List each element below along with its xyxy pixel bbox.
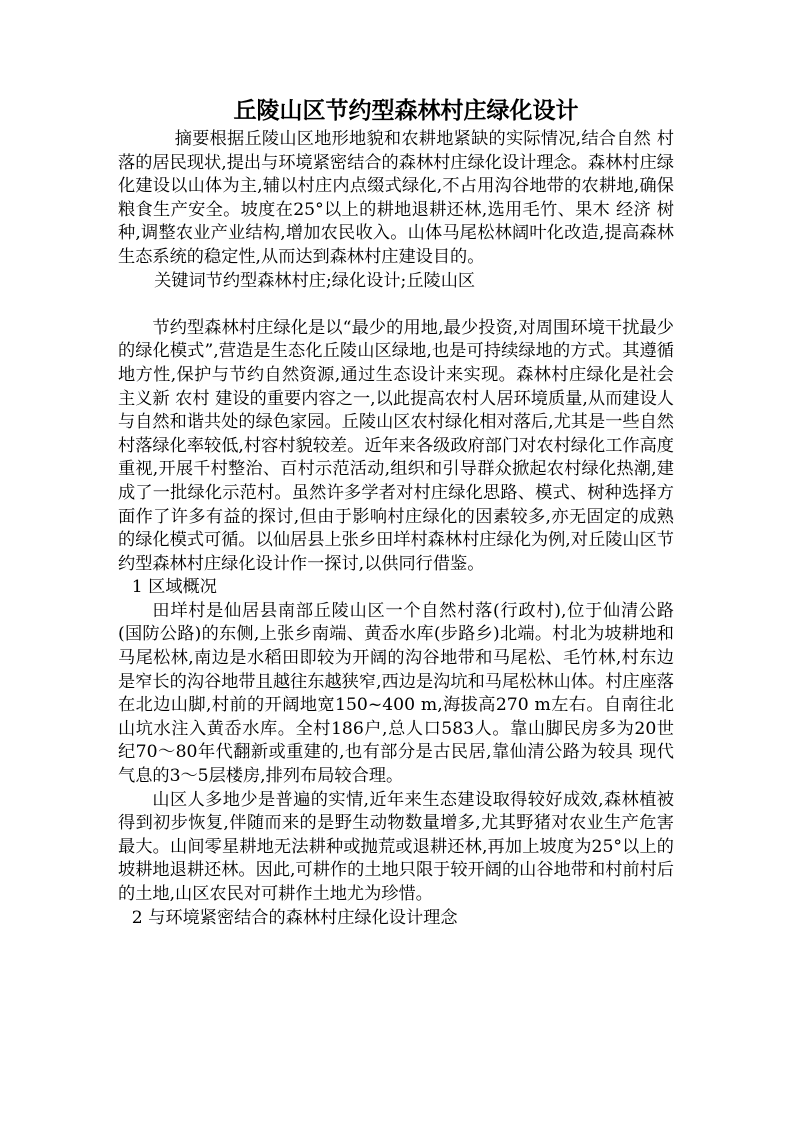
document-title: 丘陵山区节约型森林村庄绿化设计 <box>233 98 579 124</box>
blank-line <box>118 293 674 317</box>
section-1-paragraph-2: 山区人多地少是普遍的实情,近年来生态建设取得较好成效,森林植被得到初步恢复,伴随而来的是野生动物数量增多,尤其野猪对农业生产危害最大。山间零星耕地无法耕种或抛荒或退耕还林,再加上坡度为25°以上的坡耕地退耕还林。因此,可耕作的土地只限于较开阔的山谷地带和村前村后的土地,山区农民对可耕作土地尤为珍惜。 <box>118 789 674 904</box>
document-page <box>118 94 674 930</box>
keywords-line: 关键词节约型森林村庄;绿化设计;丘陵山区 <box>154 270 476 291</box>
section-1-paragraph-1: 田垟村是仙居县南部丘陵山区一个自然村落(行政村),位于仙清公路(国防公路)的东侧,上张乡南端、黄岙水库(步路乡)北端。村北为坡耕地和马尾松林,南边是水稻田即较为开阔的沟谷地带和马尾松、毛竹林,村东边是窄长的沟谷地带且越往东越狭窄,西边是沟坑和马尾松林山体。村庄座落在北边山脚,村前的开阔地宽150~400 m,海拔高270 m左右。自南往北山坑水注入黄岙水库。全村186户,总人口583人。靠山脚民房多为20世纪70～80年代翻新或重建的,也有部分是古民居,靠仙清公路为较具 现代 气息的3～5层楼房,排列布局较合理。 <box>118 600 674 787</box>
section-1-heading: 1 区域概况 <box>131 577 217 598</box>
intro-paragraph: 节约型森林村庄绿化是以“最少的用地,最少投资,对周围环境干扰最少的绿化模式”,营造是生态化丘陵山区绿地,也是可持续绿地的方式。其遵循地方性,保护与节约自然资源,通过生态设计来实现。森林村庄绿化是社会主义新 农村 建设的重要内容之一,以此提高农村人居环境质量,从而建设人与自然和谐共处的绿色家园。丘陵山区农村绿化相对落后,尤其是一些自然村落绿化率较低,村容村貌较差。近年来各级政府部门对农村绿化工作高度重视,开展千村整治、百村示范活动,组织和引导群众掀起农村绿化热潮,建成了一批绿化示范村。虽然许多学者对村庄绿化思路、模式、树种选择方面作了许多有益的探讨,但由于影响村庄绿化的因素较多,亦无固定的成熟的绿化模式可循。以仙居县上张乡田垟村森林村庄绿化为例,对丘陵山区节约型森林村庄绿化设计作一探讨,以供同行借鉴。 <box>118 317 674 574</box>
abstract-paragraph: 摘要根据丘陵山区地形地貌和农耕地紧缺的实际情况,结合自然 村落的居民现状,提出与环境紧密结合的森林村庄绿化设计理念。森林村庄绿化建设以山体为主,辅以村庄内点缀式绿化,不占用沟谷地带的农耕地,确保粮食生产安全。坡度在25°以上的耕地退耕还林,选用毛竹、果木 经济 树种,调整农业产业结构,增加农民收入。山体马尾松林阔叶化改造,提高森林生态系统的稳定性,从而达到森林村庄建设目的。 <box>118 129 674 267</box>
section-2-heading: 2 与环境紧密结合的森林村庄绿化设计理念 <box>131 907 458 928</box>
